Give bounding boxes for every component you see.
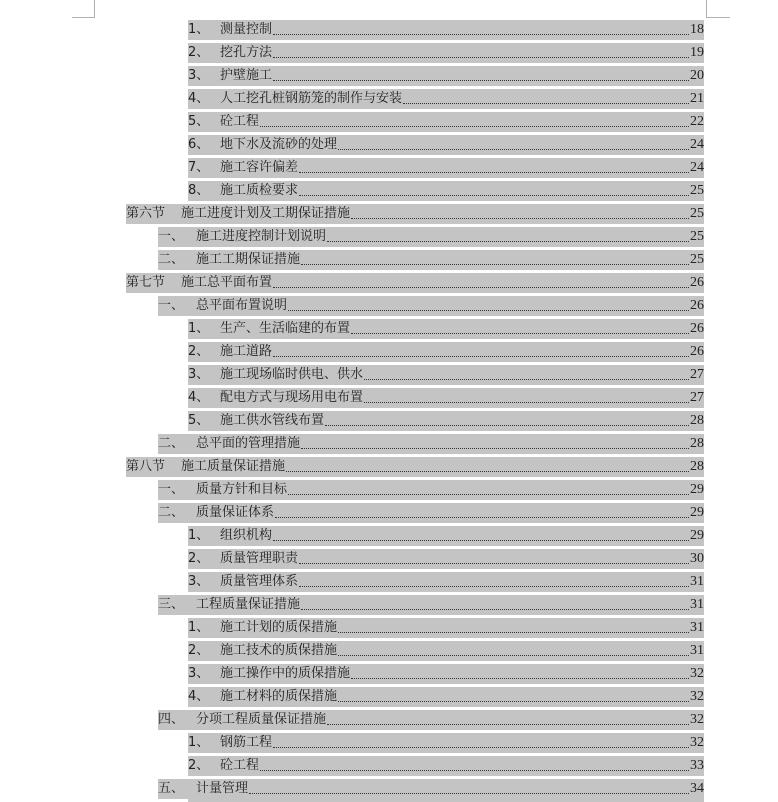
- toc-page-number: 26: [690, 275, 704, 290]
- toc-page-number: 31: [690, 643, 704, 658]
- toc-entry-title: 质量管理职责: [220, 551, 299, 566]
- toc-entry-highlight[interactable]: [126, 273, 704, 293]
- toc-dot-leader: [325, 424, 689, 426]
- toc-entry-number: 4、: [188, 390, 210, 405]
- toc-dot-leader: [364, 378, 689, 380]
- toc-entry-title: 测量控制: [220, 22, 273, 37]
- toc-page-number: 24: [690, 160, 704, 175]
- toc-entry[interactable]: [0, 111, 778, 134]
- toc-page-number: 25: [690, 229, 704, 244]
- toc-dot-leader: [273, 56, 689, 58]
- toc-entry[interactable]: [0, 502, 778, 525]
- toc-entry-title: 施工工期保证措施: [196, 252, 301, 267]
- toc-dot-leader: [338, 631, 689, 633]
- toc-entry-highlight[interactable]: [158, 503, 704, 523]
- toc-entry-highlight[interactable]: [188, 526, 704, 546]
- toc-page-number: 29: [690, 505, 704, 520]
- toc-entry-title: 地下水及流砂的处理: [220, 137, 338, 152]
- toc-entry-title: 总平面布置说明: [196, 298, 288, 313]
- toc-entry-highlight[interactable]: [188, 365, 704, 385]
- toc-entry-number: 二、: [158, 252, 185, 267]
- toc-dot-leader: [403, 102, 689, 104]
- toc-dot-leader: [338, 700, 689, 702]
- toc-entry-highlight[interactable]: [188, 641, 704, 661]
- toc-dot-leader: [288, 309, 689, 311]
- toc-dot-leader: [260, 125, 689, 127]
- toc-entry[interactable]: [0, 571, 778, 594]
- toc-dot-leader: [273, 746, 689, 748]
- toc-entry[interactable]: [0, 594, 778, 617]
- toc-entry-number: 1、: [188, 528, 210, 543]
- toc-entry-highlight[interactable]: [188, 66, 704, 86]
- toc-page-number: 29: [690, 482, 704, 497]
- toc-entry-number: 一、: [158, 229, 185, 244]
- toc-page-number: 34: [690, 781, 704, 796]
- crop-mark-top-left-vertical: [94, 0, 95, 17]
- toc-entry[interactable]: [0, 226, 778, 249]
- toc-dot-leader: [364, 401, 689, 403]
- toc-entry-number: 五、: [158, 781, 185, 796]
- toc-entry[interactable]: [0, 180, 778, 203]
- crop-mark-top-left-horizontal: [72, 17, 95, 18]
- toc-entry-title: 质量方针和目标: [196, 482, 288, 497]
- toc-page-number: 21: [690, 91, 704, 106]
- toc-entry-number: 3、: [188, 666, 210, 681]
- toc-entry-title: 施工现场临时供电、供水: [220, 367, 364, 382]
- toc-entry-highlight[interactable]: [158, 296, 704, 316]
- toc-dot-leader: [351, 677, 689, 679]
- toc-entry-number: 二、: [158, 505, 185, 520]
- toc-entry-number: 5、: [188, 114, 210, 129]
- toc-entry-number: 3、: [188, 574, 210, 589]
- toc-dot-leader: [273, 33, 689, 35]
- toc-entry-number: 第六节: [126, 206, 166, 221]
- crop-mark-top-right-vertical: [706, 0, 707, 17]
- toc-entry-highlight[interactable]: [158, 779, 704, 799]
- toc-entry-highlight[interactable]: [188, 388, 704, 408]
- toc-entry-title: 分项工程质量保证措施: [196, 712, 327, 727]
- toc-entry[interactable]: [0, 65, 778, 88]
- toc-entry-title: 挖孔方法: [220, 45, 273, 60]
- toc-dot-leader: [327, 240, 689, 242]
- toc-page-number: 26: [690, 298, 704, 313]
- toc-entry-title: 总平面的管理措施: [196, 436, 301, 451]
- toc-entry-title: 施工总平面布置: [181, 275, 273, 290]
- toc-entry-title: 施工计划的质保措施: [220, 620, 338, 635]
- crop-mark-top-right-horizontal: [706, 17, 730, 18]
- toc-entry[interactable]: [0, 410, 778, 433]
- toc-entry-title: 人工挖孔桩钢筋笼的制作与安装: [220, 91, 403, 106]
- toc-entry-title: 施工供水管线布置: [220, 413, 325, 428]
- toc-row-cutoff: [188, 797, 704, 802]
- toc-dot-leader: [299, 585, 689, 587]
- toc-dot-leader: [301, 263, 689, 265]
- toc-entry-title: 施工进度计划及工期保证措施: [181, 206, 351, 221]
- toc-entry-number: 3、: [188, 68, 210, 83]
- toc-dot-leader: [249, 792, 689, 794]
- toc-dot-leader: [351, 217, 689, 219]
- toc-page-number: 18: [690, 22, 704, 37]
- toc-entry[interactable]: [0, 203, 778, 226]
- toc-entry-highlight[interactable]: [126, 204, 704, 224]
- toc-dot-leader: [338, 148, 689, 150]
- toc-page-number: 30: [690, 551, 704, 566]
- toc-entry-number: 8、: [188, 183, 210, 198]
- toc-entry[interactable]: [0, 318, 778, 341]
- toc-dot-leader: [351, 332, 689, 334]
- toc-page-number: 20: [690, 68, 704, 83]
- toc-entry[interactable]: [0, 272, 778, 295]
- toc-page-number: 32: [690, 666, 704, 681]
- toc-page-number: 33: [690, 758, 704, 773]
- toc-entry[interactable]: [0, 456, 778, 479]
- toc-page-number: 22: [690, 114, 704, 129]
- toc-dot-leader: [275, 516, 689, 518]
- toc-dot-leader: [273, 286, 689, 288]
- toc-entry[interactable]: [0, 19, 778, 42]
- toc-entry[interactable]: [0, 640, 778, 663]
- toc-dot-leader: [299, 171, 689, 173]
- toc-entry[interactable]: [0, 617, 778, 640]
- toc-entry[interactable]: [0, 387, 778, 410]
- toc-entry-highlight[interactable]: [188, 20, 704, 40]
- toc-entry-title: 工程质量保证措施: [196, 597, 301, 612]
- toc-entry-highlight[interactable]: [158, 250, 704, 270]
- toc-entry-title: 施工质检要求: [220, 183, 299, 198]
- toc-entry-number: 6、: [188, 137, 210, 152]
- toc-entry[interactable]: [0, 686, 778, 709]
- toc-dot-leader: [273, 79, 689, 81]
- toc-entry-number: 1、: [188, 735, 210, 750]
- toc-entry-number: 1、: [188, 22, 210, 37]
- toc-dot-leader: [301, 447, 689, 449]
- toc-page-number: 31: [690, 620, 704, 635]
- toc-entry-highlight[interactable]: [188, 756, 704, 776]
- toc-dot-leader: [260, 769, 689, 771]
- toc-entry-number: 2、: [188, 551, 210, 566]
- toc-entry-number: 5、: [188, 413, 210, 428]
- toc-entry-highlight[interactable]: [158, 710, 704, 730]
- toc-entry-highlight[interactable]: [188, 664, 704, 684]
- toc-dot-leader: [299, 194, 689, 196]
- toc-dot-leader: [299, 562, 689, 564]
- toc-page-number: 25: [690, 252, 704, 267]
- toc-dot-leader: [273, 355, 689, 357]
- toc-entry-highlight[interactable]: [188, 733, 704, 753]
- toc-entry-number: 2、: [188, 643, 210, 658]
- toc-entry[interactable]: [0, 42, 778, 65]
- toc-entry-highlight[interactable]: [188, 572, 704, 592]
- toc-entry-highlight[interactable]: [188, 158, 704, 178]
- toc-entry-highlight[interactable]: [126, 457, 704, 477]
- toc-entry-number: 4、: [188, 91, 210, 106]
- toc-entry-title: 质量保证体系: [196, 505, 275, 520]
- toc-entry-title: 施工进度控制计划说明: [196, 229, 327, 244]
- toc-page-number: 28: [690, 436, 704, 451]
- toc-entry[interactable]: [0, 88, 778, 111]
- toc-entry-highlight[interactable]: [188, 342, 704, 362]
- toc-page-number: 25: [690, 206, 704, 221]
- toc-entry-highlight[interactable]: [158, 227, 704, 247]
- toc-dot-leader: [288, 493, 689, 495]
- toc-entry-number: 1、: [188, 321, 210, 336]
- toc-entry-number: 4、: [188, 689, 210, 704]
- toc-entry-number: 1、: [188, 620, 210, 635]
- toc-entry-number: 一、: [158, 298, 185, 313]
- toc-entry-highlight[interactable]: [188, 411, 704, 431]
- toc-entry-highlight[interactable]: [188, 135, 704, 155]
- toc-entry-number: 2、: [188, 45, 210, 60]
- toc-entry[interactable]: [0, 548, 778, 571]
- toc-entry-number: 一、: [158, 482, 185, 497]
- toc-entry-number: 2、: [188, 758, 210, 773]
- toc-entry-number: 二、: [158, 436, 185, 451]
- toc-page-number: 31: [690, 597, 704, 612]
- toc-entry-title: 配电方式与现场用电布置: [220, 390, 364, 405]
- toc-page-number: 29: [690, 528, 704, 543]
- toc-entry-highlight[interactable]: [188, 89, 704, 109]
- toc-entry-number: 3、: [188, 367, 210, 382]
- toc-entry-title: 施工技术的质保措施: [220, 643, 338, 658]
- toc-page-number: 26: [690, 321, 704, 336]
- toc-entry-highlight[interactable]: [188, 43, 704, 63]
- toc-page-number: 27: [690, 390, 704, 405]
- toc-page-number: 32: [690, 712, 704, 727]
- toc-entry-title: 施工材料的质保措施: [220, 689, 338, 704]
- toc-entry-title: 质量管理体系: [220, 574, 299, 589]
- toc-entry-highlight[interactable]: [188, 687, 704, 707]
- toc-entry[interactable]: [0, 134, 778, 157]
- toc-entry[interactable]: [0, 364, 778, 387]
- toc-entry-number: 三、: [158, 597, 185, 612]
- toc-entry-highlight[interactable]: [158, 434, 704, 454]
- toc-dot-leader: [327, 723, 689, 725]
- toc-entry-title: 砼工程: [220, 114, 260, 129]
- toc-entry-title: 生产、生活临建的布置: [220, 321, 351, 336]
- toc-entry-highlight[interactable]: [188, 618, 704, 638]
- toc-entry[interactable]: [0, 433, 778, 456]
- toc-dot-leader: [301, 608, 689, 610]
- toc-page-number: 32: [690, 689, 704, 704]
- toc-entry-highlight[interactable]: [158, 480, 704, 500]
- toc-entry-number: 第七节: [126, 275, 166, 290]
- toc-entry[interactable]: [0, 295, 778, 318]
- toc-entry-title: 施工质量保证措施: [181, 459, 286, 474]
- toc-entry[interactable]: [0, 525, 778, 548]
- toc-entry-highlight[interactable]: [188, 319, 704, 339]
- toc-entry[interactable]: [0, 157, 778, 180]
- toc-dot-leader: [273, 539, 689, 541]
- toc-page-number: 26: [690, 344, 704, 359]
- toc-entry-highlight[interactable]: [188, 549, 704, 569]
- toc-entry-title: 砼工程: [220, 758, 260, 773]
- toc-entry-number: 7、: [188, 160, 210, 175]
- toc-entry-title: 组织机构: [220, 528, 273, 543]
- toc-page-number: 28: [690, 413, 704, 428]
- toc-entry[interactable]: [0, 479, 778, 502]
- toc-entry-title: 施工操作中的质保措施: [220, 666, 351, 681]
- toc-page-number: 32: [690, 735, 704, 750]
- toc-entry[interactable]: [0, 663, 778, 686]
- toc-dot-leader: [286, 470, 689, 472]
- toc-page-number: 31: [690, 574, 704, 589]
- toc-entry-title: 施工道路: [220, 344, 273, 359]
- toc-page-number: 19: [690, 45, 704, 60]
- toc-page-number: 24: [690, 137, 704, 152]
- toc-dot-leader: [338, 654, 689, 656]
- toc-entry-title: 护壁施工: [220, 68, 273, 83]
- toc-page-number: 27: [690, 367, 704, 382]
- toc-entry[interactable]: [0, 732, 778, 755]
- table-of-contents: [0, 19, 778, 801]
- toc-entry-highlight[interactable]: [158, 595, 704, 615]
- toc-entry-highlight[interactable]: [188, 112, 704, 132]
- toc-entry-title: 施工容许偏差: [220, 160, 299, 175]
- toc-entry-title: 钢筋工程: [220, 735, 273, 750]
- toc-entry-highlight[interactable]: [188, 181, 704, 201]
- toc-entry-number: 四、: [158, 712, 185, 727]
- toc-entry[interactable]: [0, 709, 778, 732]
- toc-entry[interactable]: [0, 755, 778, 778]
- toc-entry[interactable]: [0, 249, 778, 272]
- toc-entry[interactable]: [0, 341, 778, 364]
- toc-entry-title: 计量管理: [196, 781, 249, 796]
- toc-page-number: 28: [690, 459, 704, 474]
- toc-entry-number: 2、: [188, 344, 210, 359]
- toc-entry-number: 第八节: [126, 459, 166, 474]
- toc-page-number: 25: [690, 183, 704, 198]
